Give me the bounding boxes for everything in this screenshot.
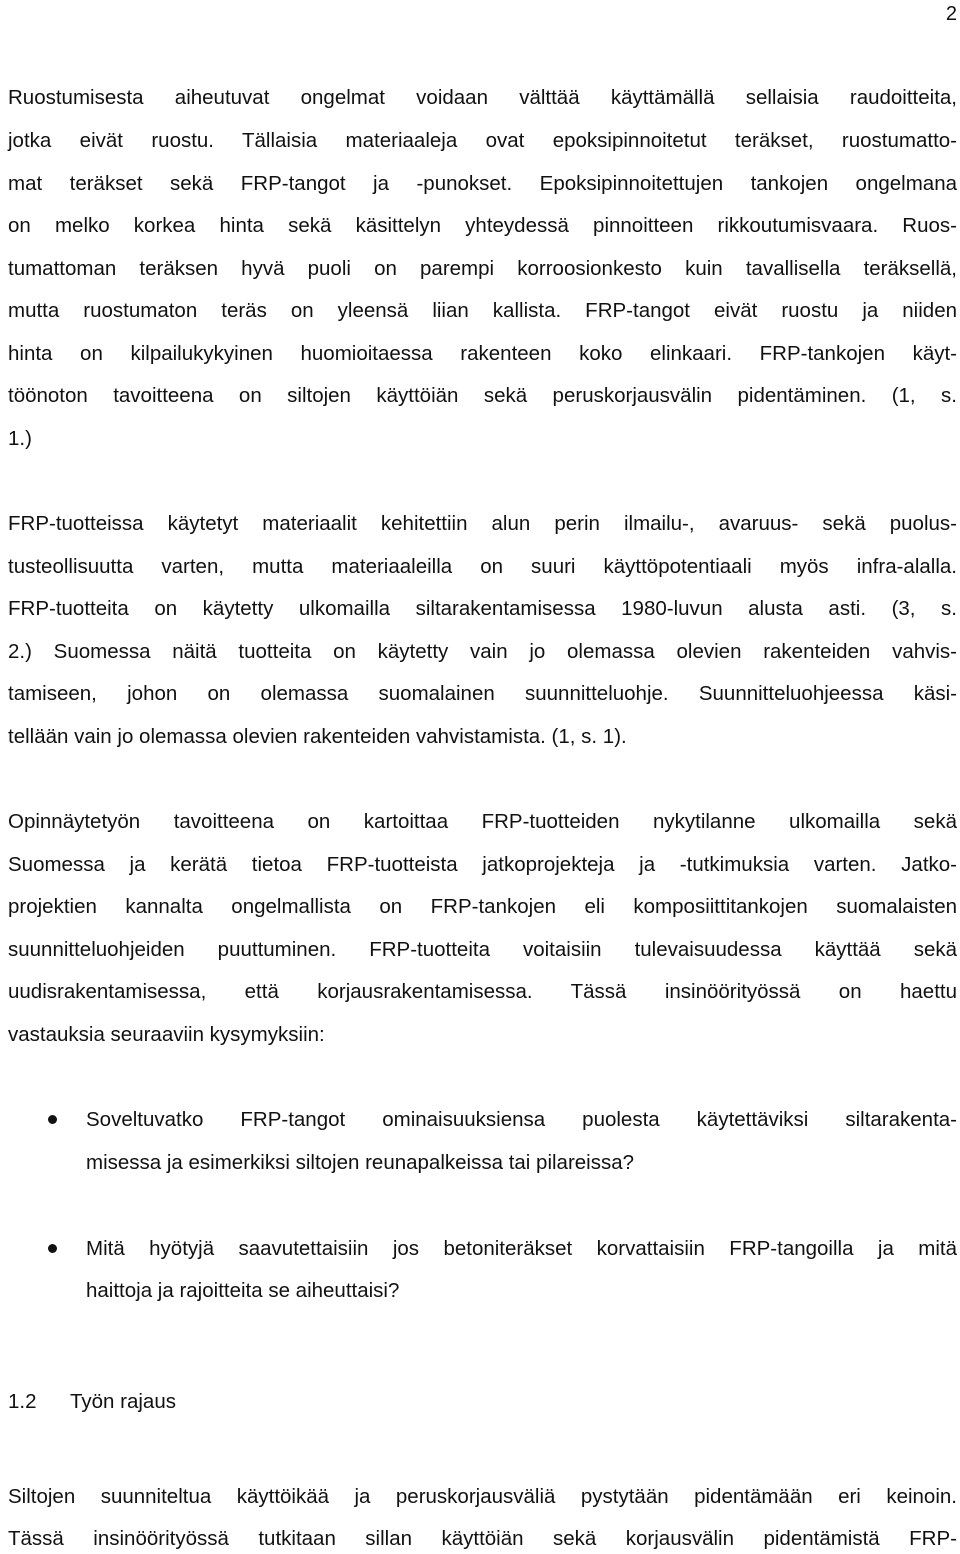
text-line: suunnitteluohjeiden puuttuminen. FRP-tuotteita voitaisiin tulevaisuudessa käyttää sekä: [8, 938, 957, 961]
bullet-dot-icon: [48, 1244, 57, 1253]
text-line: jotka eivät ruostu. Tällaisia materiaaleja ovat epoksipinnoitetut teräkset, ruostumatto-: [8, 129, 957, 152]
text-line: uudisrakentamisessa, että korjausrakentamisessa. Tässä insinöörityössä on haettu: [8, 980, 957, 1003]
page-number: 2: [945, 3, 957, 25]
text-line: Ruostumisesta aiheutuvat ongelmat voidaan välttää käyttämällä sellaisia raudoitteita,: [8, 86, 957, 109]
text-line: tellään vain jo olemassa olevien rakenteiden vahvistamista. (1, s. 1).: [8, 725, 627, 748]
text-line: tumattoman teräksen hyvä puoli on parempi korroosionkesto kuin tavallisella teräksellä,: [8, 257, 957, 280]
text-line: töönoton tavoitteena on siltojen käyttöiän sekä peruskorjausvälin pidentäminen. (1, s.: [8, 384, 957, 407]
text-line: 2.) Suomessa näitä tuotteita on käytetty vain jo olemassa olevien rakenteiden vahvis-: [8, 640, 957, 663]
section-number: 1.2: [8, 1390, 37, 1413]
text-line: projektien kannalta ongelmallista on FRP-tankojen eli komposiittitankojen suomalaisten: [8, 895, 957, 918]
text-line: FRP-tuotteita on käytetty ulkomailla siltarakentamisessa 1980-luvun alusta asti. (3, s.: [8, 597, 957, 620]
text-line: Suomessa ja kerätä tietoa FRP-tuotteista jatkoprojekteja ja -tutkimuksia varten. Jatko-: [8, 853, 957, 876]
text-line: mat teräkset sekä FRP-tangot ja -punokset. Epoksipinnoitettujen tankojen ongelmana: [8, 172, 957, 195]
text-line: vastauksia seuraaviin kysymyksiin:: [8, 1023, 325, 1046]
text-line: on melko korkea hinta sekä käsittelyn yhteydessä pinnoitteen rikkoutumisvaara. Ruos-: [8, 214, 957, 237]
text-line: Tässä insinöörityössä tutkitaan sillan käyttöiän sekä korjausvälin pidentämistä FRP-: [8, 1527, 957, 1550]
text-line: Opinnäytetyön tavoitteena on kartoittaa FRP-tuotteiden nykytilanne ulkomailla sekä: [8, 810, 957, 833]
text-line: FRP-tuotteissa käytetyt materiaalit kehitettiin alun perin ilmailu-, avaruus- sekä puolus-: [8, 512, 957, 535]
section-heading: [8, 1389, 176, 1415]
bullet-text-line: Mitä hyötyjä saavutettaisiin jos betoniteräkset korvattaisiin FRP-tangoilla ja mitä: [86, 1237, 957, 1260]
bullet-dot-icon: [48, 1115, 57, 1124]
text-line: tamiseen, johon on olemassa suomalainen suunnitteluohje. Suunnitteluohjeessa käsi-: [8, 682, 957, 705]
text-line: Siltojen suunniteltua käyttöikää ja peruskorjausväliä pystytään pidentämään eri keinoin.: [8, 1485, 957, 1508]
text-line: 1.): [8, 427, 32, 450]
text-line: mutta ruostumaton teräs on yleensä liian kallista. FRP-tangot eivät ruostu ja niiden: [8, 299, 957, 322]
bullet-text-line: Soveltuvatko FRP-tangot ominaisuuksiensa puolesta käytettäviksi siltarakenta-: [86, 1108, 957, 1131]
section-title: Työn rajaus: [70, 1390, 176, 1413]
text-line: hinta on kilpailukykyinen huomioitaessa rakenteen koko elinkaari. FRP-tankojen käyt-: [8, 342, 957, 365]
bullet-text-line: haittoja ja rajoitteita se aiheuttaisi?: [86, 1279, 400, 1302]
bullet-text-line: misessa ja esimerkiksi siltojen reunapalkeissa tai pilareissa?: [86, 1151, 635, 1174]
text-line: tusteollisuutta varten, mutta materiaaleilla on suuri käyttöpotentiaali myös infra-alalla.: [8, 555, 957, 578]
